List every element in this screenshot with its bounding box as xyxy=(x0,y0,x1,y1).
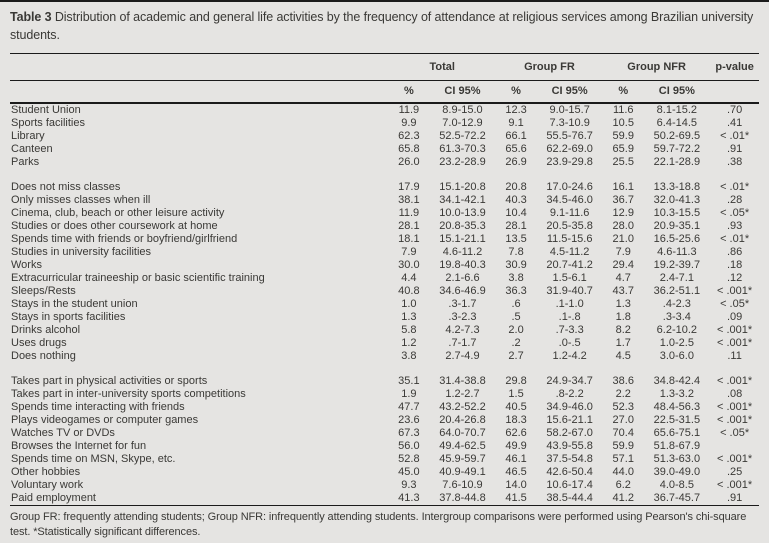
fr-pct-cell: 40.3 xyxy=(505,193,527,206)
activity-label: Takes part in physical activities or sports xyxy=(11,374,208,387)
table-row xyxy=(10,272,759,285)
fr-pct-cell: .2 xyxy=(511,336,521,349)
fr-pct-cell: 46.1 xyxy=(505,452,527,465)
total-pct-cell: 67.3 xyxy=(398,426,420,439)
nfr-pct-cell: 28.0 xyxy=(612,219,634,232)
table-caption: Distribution of academic and general life activities by the frequency of attendance at religious services among Brazilian university students. xyxy=(10,10,754,42)
data-table xyxy=(10,53,759,506)
activity-label: Extracurricular traineeship or basic scientific training xyxy=(11,271,265,284)
activity-label: Works xyxy=(11,258,42,271)
activity-label: Spends time with friends or boyfriend/girlfriend xyxy=(11,232,238,245)
pvalue-cell: .12 xyxy=(726,271,743,284)
total-pct-cell: 7.9 xyxy=(401,245,417,258)
pvalue-cell: < .001* xyxy=(717,284,753,297)
nfr-ci-cell: 19.2-39.7 xyxy=(653,258,701,271)
total-pct-cell: 9.3 xyxy=(401,478,417,491)
subheader-fr-ci: CI 95% xyxy=(536,80,603,103)
fr-pct-cell: 36.3 xyxy=(505,284,527,297)
total-ci-cell: 34.6-46.9 xyxy=(439,284,486,297)
activity-label: Stays in sports facilities xyxy=(11,310,126,323)
total-ci-cell: 7.0-12.9 xyxy=(442,116,483,129)
nfr-pct-cell: 8.2 xyxy=(615,323,631,336)
total-ci-cell: 23.2-28.9 xyxy=(439,155,486,168)
table-row xyxy=(10,414,759,427)
total-pct-cell: 52.8 xyxy=(398,452,420,465)
table-number: Table 3 xyxy=(10,10,52,24)
nfr-ci-cell: 16.5-25.6 xyxy=(653,232,701,245)
col-group-total: Total xyxy=(389,53,496,80)
fr-ci-cell: 37.5-54.8 xyxy=(546,452,593,465)
nfr-ci-cell: 13.3-18.8 xyxy=(653,180,701,193)
total-pct-cell: 1.9 xyxy=(401,387,417,400)
fr-pct-cell: 12.3 xyxy=(505,103,527,116)
total-pct-cell: 26.0 xyxy=(398,155,420,168)
total-ci-cell: 8.9-15.0 xyxy=(442,103,483,116)
section-spacer xyxy=(10,363,759,375)
subheader-nfr-ci: CI 95% xyxy=(643,80,710,103)
nfr-ci-cell: 22.1-28.9 xyxy=(653,155,701,168)
table-row xyxy=(10,466,759,479)
fr-ci-cell: 55.5-76.7 xyxy=(546,129,593,142)
total-ci-cell: 37.8-44.8 xyxy=(429,492,496,506)
total-pct-cell: 5.8 xyxy=(401,323,417,336)
nfr-ci-cell: 51.8-67.9 xyxy=(653,439,701,452)
table-row xyxy=(10,117,759,130)
nfr-pct-cell: 21.0 xyxy=(612,232,634,245)
total-ci-cell: 64.0-70.7 xyxy=(439,426,486,439)
total-pct-cell: 47.7 xyxy=(398,400,420,413)
fr-pct-cell: 41.5 xyxy=(496,492,536,506)
table-row xyxy=(10,375,759,388)
subheader-fr-pct: % xyxy=(496,80,536,103)
pvalue-cell: .08 xyxy=(726,387,743,400)
table-row xyxy=(10,156,759,169)
table-row xyxy=(10,388,759,401)
total-pct-cell: 11.9 xyxy=(398,206,420,219)
fr-ci-cell: 42.6-50.4 xyxy=(546,465,593,478)
nfr-ci-cell: 20.9-35.1 xyxy=(653,219,701,232)
total-ci-cell: 15.1-21.1 xyxy=(439,232,486,245)
fr-pct-cell: 65.6 xyxy=(505,142,527,155)
nfr-pct-cell: 25.5 xyxy=(612,155,634,168)
total-ci-cell: .7-1.7 xyxy=(448,336,477,349)
activity-label: Paid employment xyxy=(10,492,389,506)
nfr-pct-cell: 43.7 xyxy=(612,284,634,297)
fr-ci-cell: 4.5-11.2 xyxy=(549,245,590,258)
nfr-ci-cell: 51.3-63.0 xyxy=(653,452,701,465)
fr-ci-cell: 20.5-35.8 xyxy=(546,219,593,232)
nfr-ci-cell: .3-3.4 xyxy=(662,310,691,323)
activity-label: Takes part in inter-university sports competitions xyxy=(11,387,246,400)
table-row xyxy=(10,440,759,453)
total-pct-cell: 23.6 xyxy=(398,413,420,426)
table-row xyxy=(10,350,759,363)
total-ci-cell: 40.9-49.1 xyxy=(439,465,486,478)
nfr-ci-cell: 32.0-41.3 xyxy=(653,193,701,206)
fr-pct-cell: 2.7 xyxy=(508,349,524,362)
table-row xyxy=(10,233,759,246)
pvalue-cell: < .001* xyxy=(717,323,753,336)
section-spacer xyxy=(10,169,759,181)
nfr-ci-cell: 36.2-51.1 xyxy=(653,284,701,297)
nfr-pct-cell: 16.1 xyxy=(612,180,634,193)
pvalue-cell: .18 xyxy=(726,258,743,271)
nfr-ci-cell: 65.6-75.1 xyxy=(653,426,701,439)
table-row xyxy=(10,427,759,440)
nfr-pct-cell: 11.6 xyxy=(612,103,634,116)
activity-label: Browses the Internet for fun xyxy=(11,439,147,452)
nfr-pct-cell: 10.5 xyxy=(612,116,634,129)
table-body xyxy=(10,103,759,506)
total-pct-cell: 30.0 xyxy=(398,258,420,271)
total-ci-cell: 34.1-42.1 xyxy=(439,193,486,206)
table-row xyxy=(10,492,759,506)
pvalue-cell: < .001* xyxy=(717,452,753,465)
pvalue-cell: .09 xyxy=(726,310,743,323)
nfr-pct-cell: 27.0 xyxy=(612,413,634,426)
nfr-pct-cell: 6.2 xyxy=(615,478,631,491)
total-ci-cell: 49.4-62.5 xyxy=(439,439,486,452)
pvalue-cell: .11 xyxy=(727,349,742,362)
nfr-pct-cell: 1.3 xyxy=(615,297,631,310)
total-pct-cell: 41.3 xyxy=(389,492,429,506)
pvalue-cell: < .001* xyxy=(717,336,753,349)
fr-pct-cell: 1.5 xyxy=(508,387,524,400)
fr-ci-cell: 20.7-41.2 xyxy=(546,258,593,271)
total-ci-cell: 10.0-13.9 xyxy=(439,206,486,219)
activity-label: Drinks alcohol xyxy=(11,323,81,336)
activity-label: Does not miss classes xyxy=(11,180,121,193)
table-row xyxy=(10,207,759,220)
pvalue-cell: < .05* xyxy=(720,426,750,439)
activity-label: Sports facilities xyxy=(11,116,85,129)
pvalue-cell: < .001* xyxy=(717,400,753,413)
fr-ci-cell: .1-.8 xyxy=(558,310,581,323)
nfr-ci-cell: 4.6-11.3 xyxy=(657,245,697,258)
table-row xyxy=(10,401,759,414)
pvalue-cell: < .001* xyxy=(717,478,753,491)
total-pct-cell: 1.3 xyxy=(401,310,417,323)
fr-pct-cell: 7.8 xyxy=(508,245,524,258)
table-title xyxy=(10,9,759,45)
total-ci-cell: 2.1-6.6 xyxy=(445,271,480,284)
pvalue-cell: < .05* xyxy=(720,206,750,219)
nfr-pct-cell: 70.4 xyxy=(612,426,634,439)
fr-ci-cell: 9.1-11.6 xyxy=(549,206,590,219)
pvalue-cell: < .01* xyxy=(720,232,750,245)
fr-pct-cell: 66.1 xyxy=(505,129,527,142)
fr-pct-cell: 46.5 xyxy=(505,465,527,478)
nfr-ci-cell: 1.0-2.5 xyxy=(659,336,694,349)
activity-label: Sleeps/Rests xyxy=(11,284,76,297)
subheader-pvalue-empty xyxy=(710,80,759,103)
total-ci-cell: 43.2-52.2 xyxy=(439,400,486,413)
total-ci-cell: 2.7-4.9 xyxy=(445,349,480,362)
total-ci-cell: 4.6-11.2 xyxy=(442,245,483,258)
nfr-ci-cell: 1.3-3.2 xyxy=(659,387,694,400)
pvalue-cell: .38 xyxy=(726,155,743,168)
fr-ci-cell: .8-2.2 xyxy=(555,387,584,400)
subheader-empty-cell xyxy=(10,80,389,103)
nfr-ci-cell: 8.1-15.2 xyxy=(656,103,698,116)
pvalue-cell: .25 xyxy=(726,465,743,478)
pvalue-cell: .91 xyxy=(726,142,743,155)
activity-label: Cinema, club, beach or other leisure activity xyxy=(11,206,225,219)
total-pct-cell: 1.0 xyxy=(401,297,417,310)
total-ci-cell: 4.2-7.3 xyxy=(445,323,480,336)
fr-ci-cell: 9.0-15.7 xyxy=(549,103,590,116)
activity-label: Voluntary work xyxy=(11,478,84,491)
pvalue-cell: < .01* xyxy=(720,129,750,142)
activity-label: Other hobbies xyxy=(11,465,81,478)
nfr-pct-cell: 1.8 xyxy=(615,310,631,323)
total-pct-cell: 45.0 xyxy=(398,465,420,478)
activity-label: Does nothing xyxy=(11,349,76,362)
activity-label: Spends time on MSN, Skype, etc. xyxy=(11,452,176,465)
total-ci-cell: 7.6-10.9 xyxy=(442,478,483,491)
total-pct-cell: 62.3 xyxy=(398,129,420,142)
fr-pct-cell: 10.4 xyxy=(505,206,527,219)
fr-ci-cell: 58.2-67.0 xyxy=(546,426,593,439)
total-ci-cell: 52.5-72.2 xyxy=(439,129,486,142)
activity-label: Parks xyxy=(11,155,40,168)
nfr-ci-cell: 4.0-8.5 xyxy=(659,478,694,491)
pvalue-cell: .93 xyxy=(726,219,743,232)
pvalue-cell: .70 xyxy=(726,103,743,116)
total-ci-cell: 1.2-2.7 xyxy=(445,387,480,400)
activity-label: Uses drugs xyxy=(11,336,67,349)
fr-pct-cell: 30.9 xyxy=(505,258,527,271)
nfr-ci-cell: 34.8-42.4 xyxy=(653,374,701,387)
activity-label: Studies in university facilities xyxy=(11,245,152,258)
table-row xyxy=(10,130,759,143)
fr-ci-cell: 1.2-4.2 xyxy=(552,349,587,362)
nfr-ci-cell: 6.2-10.2 xyxy=(656,323,698,336)
spacer-cell xyxy=(10,363,759,375)
nfr-ci-cell: 10.3-15.5 xyxy=(653,206,701,219)
table-row xyxy=(10,194,759,207)
table-row xyxy=(10,220,759,233)
fr-ci-cell: 23.9-29.8 xyxy=(546,155,593,168)
total-ci-cell: 15.1-20.8 xyxy=(439,180,486,193)
fr-pct-cell: 3.8 xyxy=(508,271,524,284)
pvalue-cell: < .01* xyxy=(720,180,750,193)
pvalue-cell: < .001* xyxy=(717,413,753,426)
activity-label: Library xyxy=(11,129,45,142)
col-pvalue: p-value xyxy=(710,53,759,80)
fr-ci-cell: 31.9-40.7 xyxy=(546,284,593,297)
fr-ci-cell: 34.5-46.0 xyxy=(546,193,593,206)
nfr-ci-cell: 2.4-7.1 xyxy=(659,271,694,284)
pvalue-cell: < .001* xyxy=(717,374,753,387)
total-ci-cell: 20.8-35.3 xyxy=(439,219,486,232)
col-group-fr: Group FR xyxy=(496,53,603,80)
fr-pct-cell: 9.1 xyxy=(508,116,524,129)
total-ci-cell: 31.4-38.8 xyxy=(439,374,486,387)
nfr-pct-cell: 38.6 xyxy=(612,374,634,387)
fr-pct-cell: 18.3 xyxy=(505,413,527,426)
fr-ci-cell: .7-3.3 xyxy=(555,323,584,336)
nfr-pct-cell: 57.1 xyxy=(612,452,634,465)
total-pct-cell: 28.1 xyxy=(398,219,420,232)
nfr-pct-cell: 65.9 xyxy=(612,142,634,155)
nfr-ci-cell: 22.5-31.5 xyxy=(653,413,701,426)
pvalue-cell: < .05* xyxy=(720,297,750,310)
fr-ci-cell: 15.6-21.1 xyxy=(546,413,593,426)
nfr-ci-cell: 6.4-14.5 xyxy=(656,116,698,129)
nfr-pct-cell: 52.3 xyxy=(612,400,634,413)
table-row xyxy=(10,453,759,466)
table-row xyxy=(10,324,759,337)
col-group-nfr: Group NFR xyxy=(603,53,710,80)
subheader-total-ci: CI 95% xyxy=(429,80,496,103)
nfr-ci-cell: 36.7-45.7 xyxy=(643,492,710,506)
table-row xyxy=(10,143,759,156)
total-ci-cell: 61.3-70.3 xyxy=(439,142,486,155)
fr-pct-cell: 26.9 xyxy=(505,155,527,168)
header-group-row xyxy=(10,53,759,80)
activity-label: Studies or does other coursework at home xyxy=(11,219,218,232)
fr-pct-cell: 29.8 xyxy=(505,374,527,387)
total-ci-cell: .3-2.3 xyxy=(448,310,477,323)
activity-label: Watches TV or DVDs xyxy=(11,426,115,439)
subheader-nfr-pct: % xyxy=(603,80,643,103)
activity-label: Spends time interacting with friends xyxy=(11,400,185,413)
total-pct-cell: 11.9 xyxy=(398,103,420,116)
fr-ci-cell: 24.9-34.7 xyxy=(546,374,593,387)
activity-label: Plays videogames or computer games xyxy=(11,413,199,426)
footnote: Group FR: frequently attending students; Group NFR: infrequently attending students. Intergroup comparisons were performed using Pearson's chi-square test. *Statistically significant differences. xyxy=(10,510,747,538)
fr-pct-cell: 62.6 xyxy=(505,426,527,439)
table-row xyxy=(10,479,759,492)
nfr-ci-cell: 48.4-56.3 xyxy=(653,400,701,413)
total-pct-cell: 1.2 xyxy=(401,336,417,349)
total-pct-cell: 4.4 xyxy=(401,271,417,284)
total-pct-cell: 17.9 xyxy=(398,180,420,193)
table-row xyxy=(10,298,759,311)
fr-ci-cell: .0-.5 xyxy=(558,336,581,349)
fr-pct-cell: .5 xyxy=(511,310,521,323)
nfr-pct-cell: 4.5 xyxy=(615,349,631,362)
total-pct-cell: 40.8 xyxy=(398,284,420,297)
activity-label: Only misses classes when ill xyxy=(11,193,151,206)
nfr-pct-cell: 41.2 xyxy=(603,492,643,506)
fr-pct-cell: 28.1 xyxy=(505,219,527,232)
table-header xyxy=(10,53,759,103)
total-pct-cell: 56.0 xyxy=(398,439,420,452)
fr-ci-cell: 10.6-17.4 xyxy=(546,478,593,491)
fr-pct-cell: .6 xyxy=(511,297,521,310)
nfr-pct-cell: 44.0 xyxy=(612,465,634,478)
fr-pct-cell: 2.0 xyxy=(508,323,524,336)
fr-pct-cell: 20.8 xyxy=(505,180,527,193)
subheader-total-pct: % xyxy=(389,80,429,103)
total-pct-cell: 38.1 xyxy=(398,193,420,206)
total-ci-cell: 19.8-40.3 xyxy=(439,258,486,271)
nfr-pct-cell: 4.7 xyxy=(615,271,631,284)
pvalue-cell: .91 xyxy=(710,492,759,506)
table-row xyxy=(10,259,759,272)
table-row xyxy=(10,181,759,194)
fr-ci-cell: 1.5-6.1 xyxy=(552,271,587,284)
fr-ci-cell: 11.5-15.6 xyxy=(546,232,593,245)
fr-ci-cell: 7.3-10.9 xyxy=(549,116,590,129)
pvalue-cell xyxy=(710,440,759,453)
fr-ci-cell: 17.0-24.6 xyxy=(546,180,593,193)
table-row xyxy=(10,311,759,324)
total-ci-cell: 20.4-26.8 xyxy=(439,413,486,426)
nfr-ci-cell: 50.2-69.5 xyxy=(653,129,701,142)
activity-label: Canteen xyxy=(11,142,53,155)
fr-pct-cell: 13.5 xyxy=(505,232,527,245)
total-ci-cell: .3-1.7 xyxy=(448,297,477,310)
nfr-pct-cell: 59.9 xyxy=(612,129,634,142)
pvalue-cell: .86 xyxy=(726,245,743,258)
fr-pct-cell: 40.5 xyxy=(505,400,527,413)
header-empty-cell xyxy=(10,53,389,80)
pvalue-cell: .41 xyxy=(726,116,743,129)
activity-label: Student Union xyxy=(11,103,81,116)
total-pct-cell: 3.8 xyxy=(401,349,417,362)
total-pct-cell: 18.1 xyxy=(398,232,420,245)
nfr-ci-cell: 59.7-72.2 xyxy=(653,142,701,155)
nfr-ci-cell: 39.0-49.0 xyxy=(653,465,701,478)
nfr-pct-cell: 1.7 xyxy=(615,336,631,349)
fr-pct-cell: 14.0 xyxy=(505,478,527,491)
total-ci-cell: 45.9-59.7 xyxy=(439,452,486,465)
nfr-pct-cell: 36.7 xyxy=(612,193,634,206)
fr-ci-cell: .1-1.0 xyxy=(555,297,584,310)
fr-ci-cell: 43.9-55.8 xyxy=(546,439,593,452)
nfr-ci-cell: .4-2.3 xyxy=(662,297,691,310)
nfr-pct-cell: 29.4 xyxy=(612,258,634,271)
fr-ci-cell: 62.2-69.0 xyxy=(546,142,593,155)
fr-ci-cell: 38.5-44.4 xyxy=(536,492,603,506)
nfr-pct-cell: 7.9 xyxy=(615,245,631,258)
spacer-cell xyxy=(10,169,759,181)
nfr-ci-cell: 3.0-6.0 xyxy=(659,349,694,362)
table-row xyxy=(10,337,759,350)
nfr-pct-cell: 12.9 xyxy=(612,206,634,219)
total-pct-cell: 35.1 xyxy=(398,374,420,387)
pvalue-cell: .28 xyxy=(726,193,743,206)
table-row xyxy=(10,246,759,259)
nfr-pct-cell: 59.9 xyxy=(612,439,634,452)
header-sub-row xyxy=(10,80,759,103)
activity-label: Stays in the student union xyxy=(11,297,138,310)
fr-ci-cell: 34.9-46.0 xyxy=(546,400,593,413)
table-row xyxy=(10,285,759,298)
nfr-pct-cell: 2.2 xyxy=(615,387,631,400)
table-row xyxy=(10,103,759,117)
total-pct-cell: 9.9 xyxy=(401,116,417,129)
fr-pct-cell: 49.9 xyxy=(505,439,527,452)
total-pct-cell: 65.8 xyxy=(398,142,420,155)
